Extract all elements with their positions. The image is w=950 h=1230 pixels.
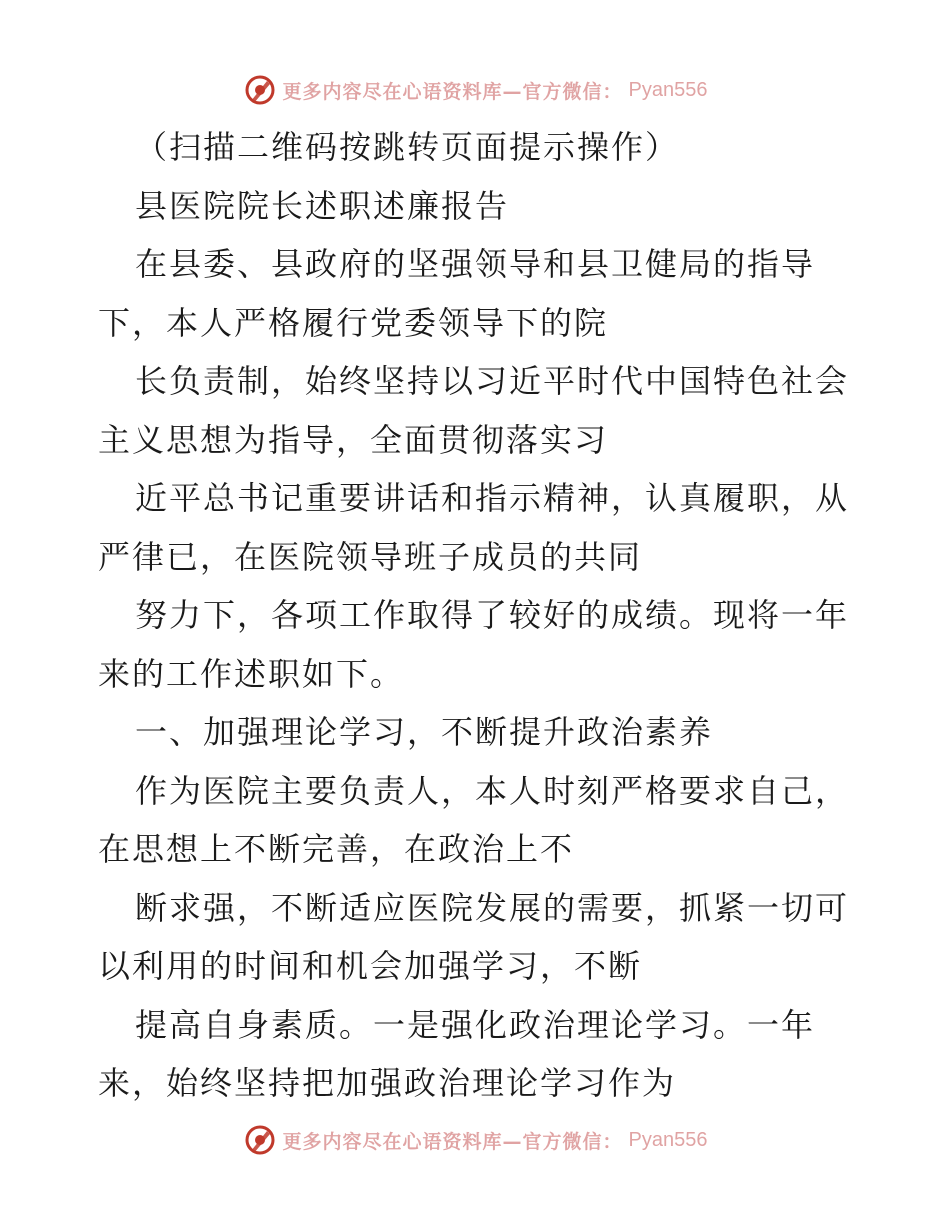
paragraph-line: 来，始终坚持把加强政治理论学习作为 [98, 1064, 677, 1102]
footer-watermark-banner [0, 1120, 950, 1160]
paragraph-line: 断求强，不断适应医院发展的需要，抓紧一切可 [135, 888, 850, 927]
document-title: 县医院院长述职述廉报告 [135, 186, 510, 225]
scan-instruction: （扫描二维码按跳转页面提示操作） [135, 128, 680, 166]
paragraph-line: 下，本人严格履行党委领导下的院 [98, 303, 609, 342]
paragraph-line: 提高自身素质。一是强化政治理论学习。一年 [135, 1005, 816, 1044]
paragraph-line: 作为医院主要负责人，本人时刻严格要求自己， [135, 771, 850, 810]
paragraph-line: 以利用的时间和机会加强学习，不断 [98, 947, 643, 985]
paragraph-line: 近平总书记重要讲话和指示精神，认真履职，从 [135, 479, 850, 517]
paragraph-line: 努力下，各项工作取得了较好的成绩。现将一年 [135, 596, 850, 634]
paragraph-line: 在思想上不断完善，在政治上不 [98, 830, 575, 868]
footer-watermark-handle: Pyan556 [628, 1128, 708, 1151]
section-heading: 一、加强理论学习，不断提升政治素养 [135, 713, 714, 751]
header-watermark-banner [0, 70, 950, 110]
paragraph-line: 主义思想为指导，全面贯彻落实习 [98, 420, 609, 459]
paragraph-line: 严律已，在医院领导班子成员的共同 [98, 537, 643, 576]
quill-logo-icon [243, 1123, 277, 1157]
quill-logo-icon [243, 73, 277, 107]
paragraph-line: 来的工作述职如下。 [98, 654, 405, 693]
header-watermark-handle: Pyan556 [628, 78, 708, 101]
paragraph-line: 在县委、县政府的坚强领导和县卫健局的指导 [135, 245, 816, 283]
footer-watermark-text: 更多内容尽在心语资料库—官方微信： [282, 1130, 623, 1153]
paragraph-line: 长负责制，始终坚持以习近平时代中国特色社会 [135, 362, 850, 400]
document-body [98, 118, 858, 1113]
header-watermark-text: 更多内容尽在心语资料库—官方微信： [282, 80, 623, 103]
